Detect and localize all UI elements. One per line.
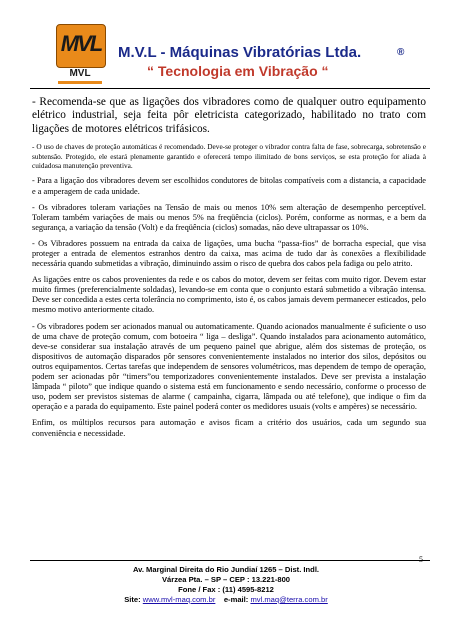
paragraph-conductors: - Para a ligação dos vibradores devem ser escolhidos condutores de bitolas compatíveis com a distancia, a capacidade e a amperagem de cada unidade. (32, 176, 426, 196)
paragraph-conclusion: Enfim, os múltiplos recursos para automação e avisos ficam a critério dos usuários, cada um segundo sua conveniência e necessidade. (32, 418, 426, 438)
logo-underline (58, 81, 102, 84)
paragraph-voltage-tolerance: - Os vibradores toleram variações na Tensão de mais ou menos 10% sem alteração de desempenho perceptível. Toleram também variações de mais ou menos 5% na freqüência (ciclos). Porém, conforme as normas, e a bem da segurança, a variação da tensão (Volt) e da freqüência (ciclos) somadas, não deve ultrapassar os 10%. (32, 202, 426, 232)
paragraph-cable-connections: As ligações entre os cabos provenientes da rede e os cabos do motor, devem ser feitas com muito rigor. Devem estar muito firmes (preferencialmente soldadas), levando-se em conta que o conjunto estará submetido a vibração intensa. Deve ser concedida a estes certa tolerância no comprimento, isto é, os cabos jamais devem permanecer esticados, pelo mesmo motivo anteriormente citado. (32, 275, 426, 315)
site-label: Site: (124, 595, 141, 604)
footer-phone: Fone / Fax : (11) 4595-8212 (178, 585, 274, 594)
paragraph-activation: - Os vibradores podem ser acionados manual ou automaticamente. Quando acionados manualmente é suficiente o uso de uma chave de proteção comum, com botoeira “ liga – desliga”. Quando instalados para acionamento automático, deve-se considerar sua instalação através de um pequeno painel que abrigue, além dos sistemas de proteção, os dispositivos de automação disparados pôr sensores convenientemente instalados no interior dos silos, depósitos ou outros equipamentos. Certas tarefas que independem de sensores volumétricos, mas dependem de tempo de operação, podem ser acionadas pôr “timers”ou temporizadores convenientemente instalados. Deve ser prevista a instalação lâmpada “ piloto” que indique quando o sistema está em funcionamento e sendo necessário, conforme o processo de uso, podem ser previstos sistemas de alarme ( campainha, cigarra, lâmpada ou até telefone), que indique o fim da operação e a parada do equipamento. Este painel poderá conter os medidores usuais (volts e ampères) se necessário. (32, 321, 426, 412)
company-logo (52, 24, 108, 84)
site-link[interactable]: www.mvl-maq.com.br (142, 595, 216, 604)
letterhead (0, 0, 452, 92)
logo-mark: MVL (60, 31, 102, 56)
footer-divider (30, 560, 430, 561)
logo-emblem (56, 24, 106, 68)
document-body (32, 96, 426, 445)
registered-mark: ® (397, 47, 405, 58)
footer-address: Av. Marginal Direita do Rio Jundiaí 1265 – Dist. Indl. (132, 565, 320, 574)
footer-city: Várzea Pta. – SP – CEP : 13.221-800 (161, 575, 291, 584)
paragraph-electrician: - Recomenda-se que as ligações dos vibradores como de qualquer outro equipamento elétrico industrial, seja feita pôr eletricista categorizado, habilitado no trato com ligações de motores elétricos trifásicos. (32, 96, 426, 135)
company-tagline: “ Tecnologia em Vibração “ (147, 63, 329, 79)
paragraph-cable-bushing: - Os Vibradores possuem na entrada da caixa de ligações, uma bucha “passa-fios” de borracha especial, que visa proteger a entrada de elementos estranhos dentro da caixa, mas acima de tudo dar às conexões a flexibilidade necessária quando submetidas a vibração, diminuindo assim o risco de quebra dos cabos pela fadiga ou pelo atrito. (32, 238, 426, 269)
page-number: 5 (419, 555, 423, 564)
logo-label: MVL (69, 68, 91, 79)
footer (0, 565, 452, 605)
company-name: M.V.L - Máquinas Vibratórias Ltda. (118, 44, 362, 61)
email-label: e-mail: (223, 595, 249, 604)
paragraph-protection: - O uso de chaves de proteção automáticas é recomendado. Deve-se proteger o vibrador contra falta de fase, sobrecarga, sobretensão e subtensão. Protegido, ele estará plenamente garantido e oferecerá tempo ilimitado de bons serviços, se esta proteção for aliada à cuidadosa manutenção preventiva. (32, 142, 426, 171)
email-link[interactable]: mvl.maq@terra.com.br (250, 595, 328, 604)
footer-contacts (0, 595, 452, 605)
header-divider (30, 88, 430, 89)
